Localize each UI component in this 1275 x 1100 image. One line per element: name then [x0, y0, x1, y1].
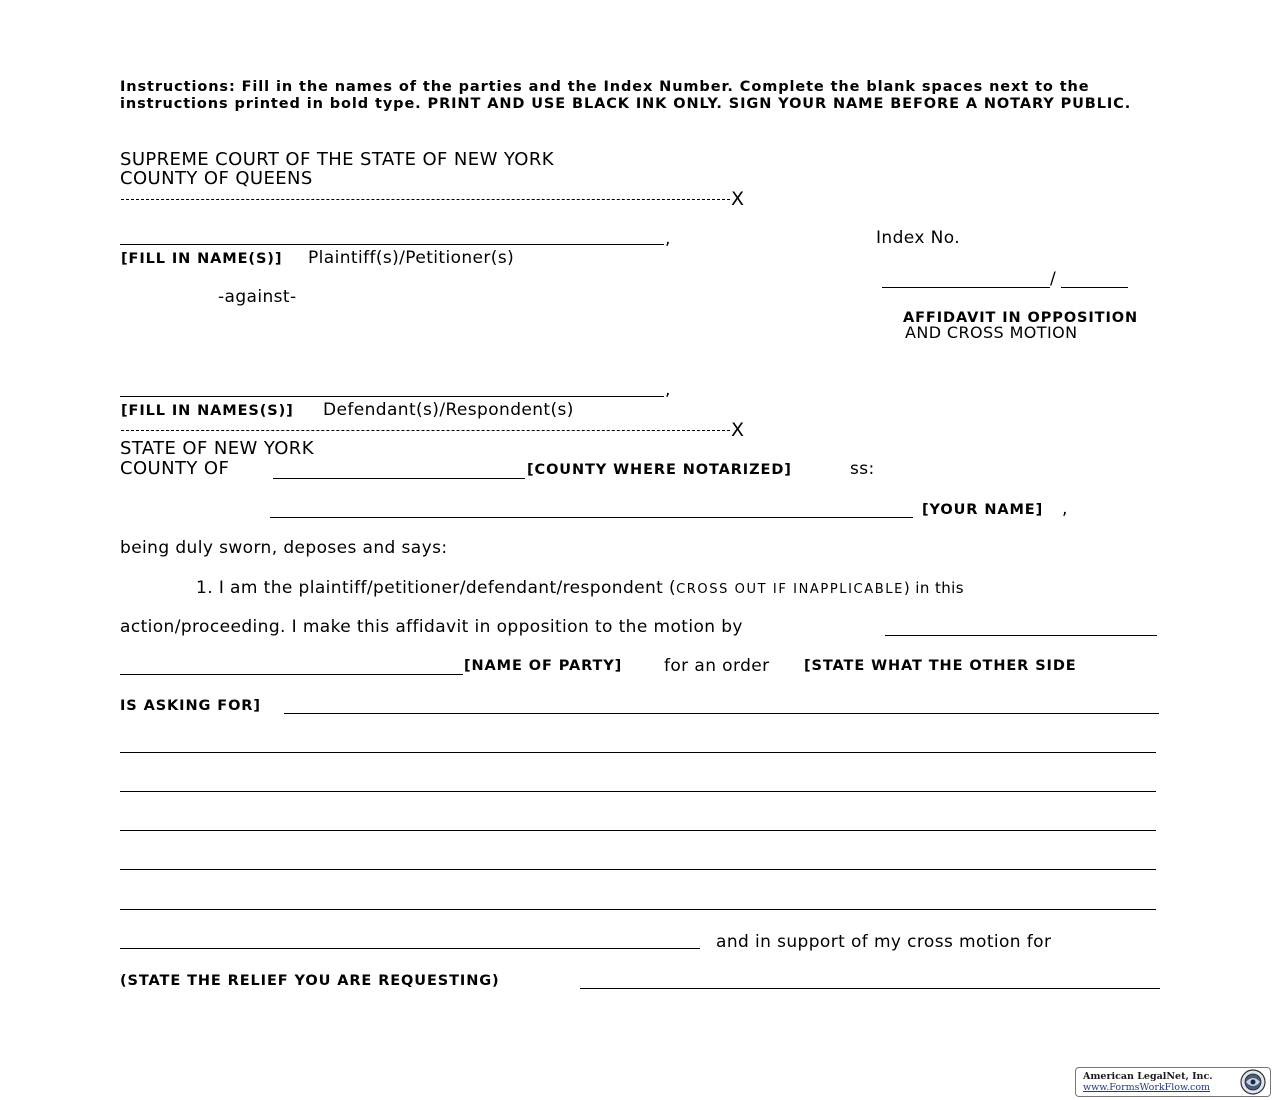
- your-name-label: [YOUR NAME]: [922, 502, 1044, 518]
- caption-bottom-x: X: [731, 419, 745, 441]
- venue-state: STATE OF NEW YORK: [120, 438, 314, 459]
- request-blank-3[interactable]: [120, 791, 1156, 792]
- party-name-blank[interactable]: [120, 674, 463, 675]
- state-what-label-2: IS ASKING FOR]: [120, 698, 261, 714]
- globe-icon: [1240, 1069, 1266, 1095]
- instructions-text: Instructions: Fill in the names of the parties and the Index Number. Complete the blank spaces next to the instructions printed in bold type. PRINT AND USE BLACK INK ONLY. SIGN YOUR NAME BEFORE A NOTARY PUBLIC.: [120, 79, 1132, 112]
- county-blank[interactable]: [273, 478, 525, 479]
- relief-label: (STATE THE RELIEF YOU ARE REQUESTING): [120, 973, 500, 989]
- relief-blank[interactable]: [580, 988, 1160, 989]
- index-no-label: Index No.: [876, 228, 961, 248]
- against-label: -against-: [218, 287, 297, 307]
- court-county: COUNTY OF QUEENS: [120, 168, 313, 189]
- your-name-blank[interactable]: [270, 517, 913, 518]
- defendant-name-blank[interactable]: [120, 396, 664, 397]
- para1-line2: action/proceeding. I make this affidavit in opposition to the motion by: [120, 617, 743, 637]
- para1-start: 1. I am the plaintiff/petitioner/defendant/respondent (CROSS OUT IF INAPPLICABLE) in this: [196, 578, 964, 598]
- county-fill-label: [COUNTY WHERE NOTARIZED]: [527, 462, 792, 478]
- request-blank-4[interactable]: [120, 830, 1156, 831]
- caption-bottom-divider: [121, 430, 730, 431]
- index-year-blank[interactable]: [1061, 287, 1128, 288]
- caption-top-divider: [121, 199, 730, 200]
- request-blank-7[interactable]: [120, 948, 700, 949]
- index-number-blank[interactable]: [882, 287, 1050, 288]
- index-slash: /: [1050, 269, 1057, 289]
- state-what-label-1: [STATE WHAT THE OTHER SIDE: [804, 658, 1077, 674]
- doc-title-line2: AND CROSS MOTION: [905, 323, 1078, 342]
- request-blank-2[interactable]: [120, 752, 1156, 753]
- for-an-order: for an order: [664, 656, 770, 676]
- venue-ss: ss:: [850, 459, 875, 479]
- defendant-fill-label: [FILL IN NAMES(S)]: [121, 403, 294, 419]
- caption-top-x: X: [731, 188, 745, 210]
- moving-party-blank[interactable]: [885, 635, 1157, 636]
- request-blank-6[interactable]: [120, 909, 1156, 910]
- logo-company: American LegalNet, Inc.: [1083, 1071, 1213, 1082]
- request-blank-5[interactable]: [120, 869, 1156, 870]
- your-name-comma: ,: [1062, 499, 1068, 519]
- doc-title-line1: AFFIDAVIT IN OPPOSITION: [903, 310, 1139, 326]
- venue-county-label: COUNTY OF: [120, 458, 230, 479]
- defendant-role: Defendant(s)/Respondent(s): [323, 400, 574, 420]
- plaintiff-role: Plaintiff(s)/Petitioner(s): [308, 248, 515, 268]
- request-blank-1[interactable]: [284, 713, 1159, 714]
- name-of-party-label: [NAME OF PARTY]: [464, 658, 623, 674]
- cross-out-note: CROSS OUT IF INAPPLICABLE: [676, 582, 904, 597]
- american-legalnet-logo[interactable]: [1075, 1067, 1271, 1097]
- defendant-comma: ,: [665, 380, 671, 400]
- plaintiff-comma: ,: [665, 229, 671, 249]
- plaintiff-name-blank[interactable]: [120, 244, 664, 245]
- sworn-statement: being duly sworn, deposes and says:: [120, 538, 448, 558]
- logo-website[interactable]: www.FormsWorkFlow.com: [1083, 1082, 1211, 1093]
- plaintiff-fill-label: [FILL IN NAME(S)]: [121, 251, 283, 267]
- cross-motion-text: and in support of my cross motion for: [716, 932, 1052, 952]
- court-name: SUPREME COURT OF THE STATE OF NEW YORK: [120, 149, 554, 170]
